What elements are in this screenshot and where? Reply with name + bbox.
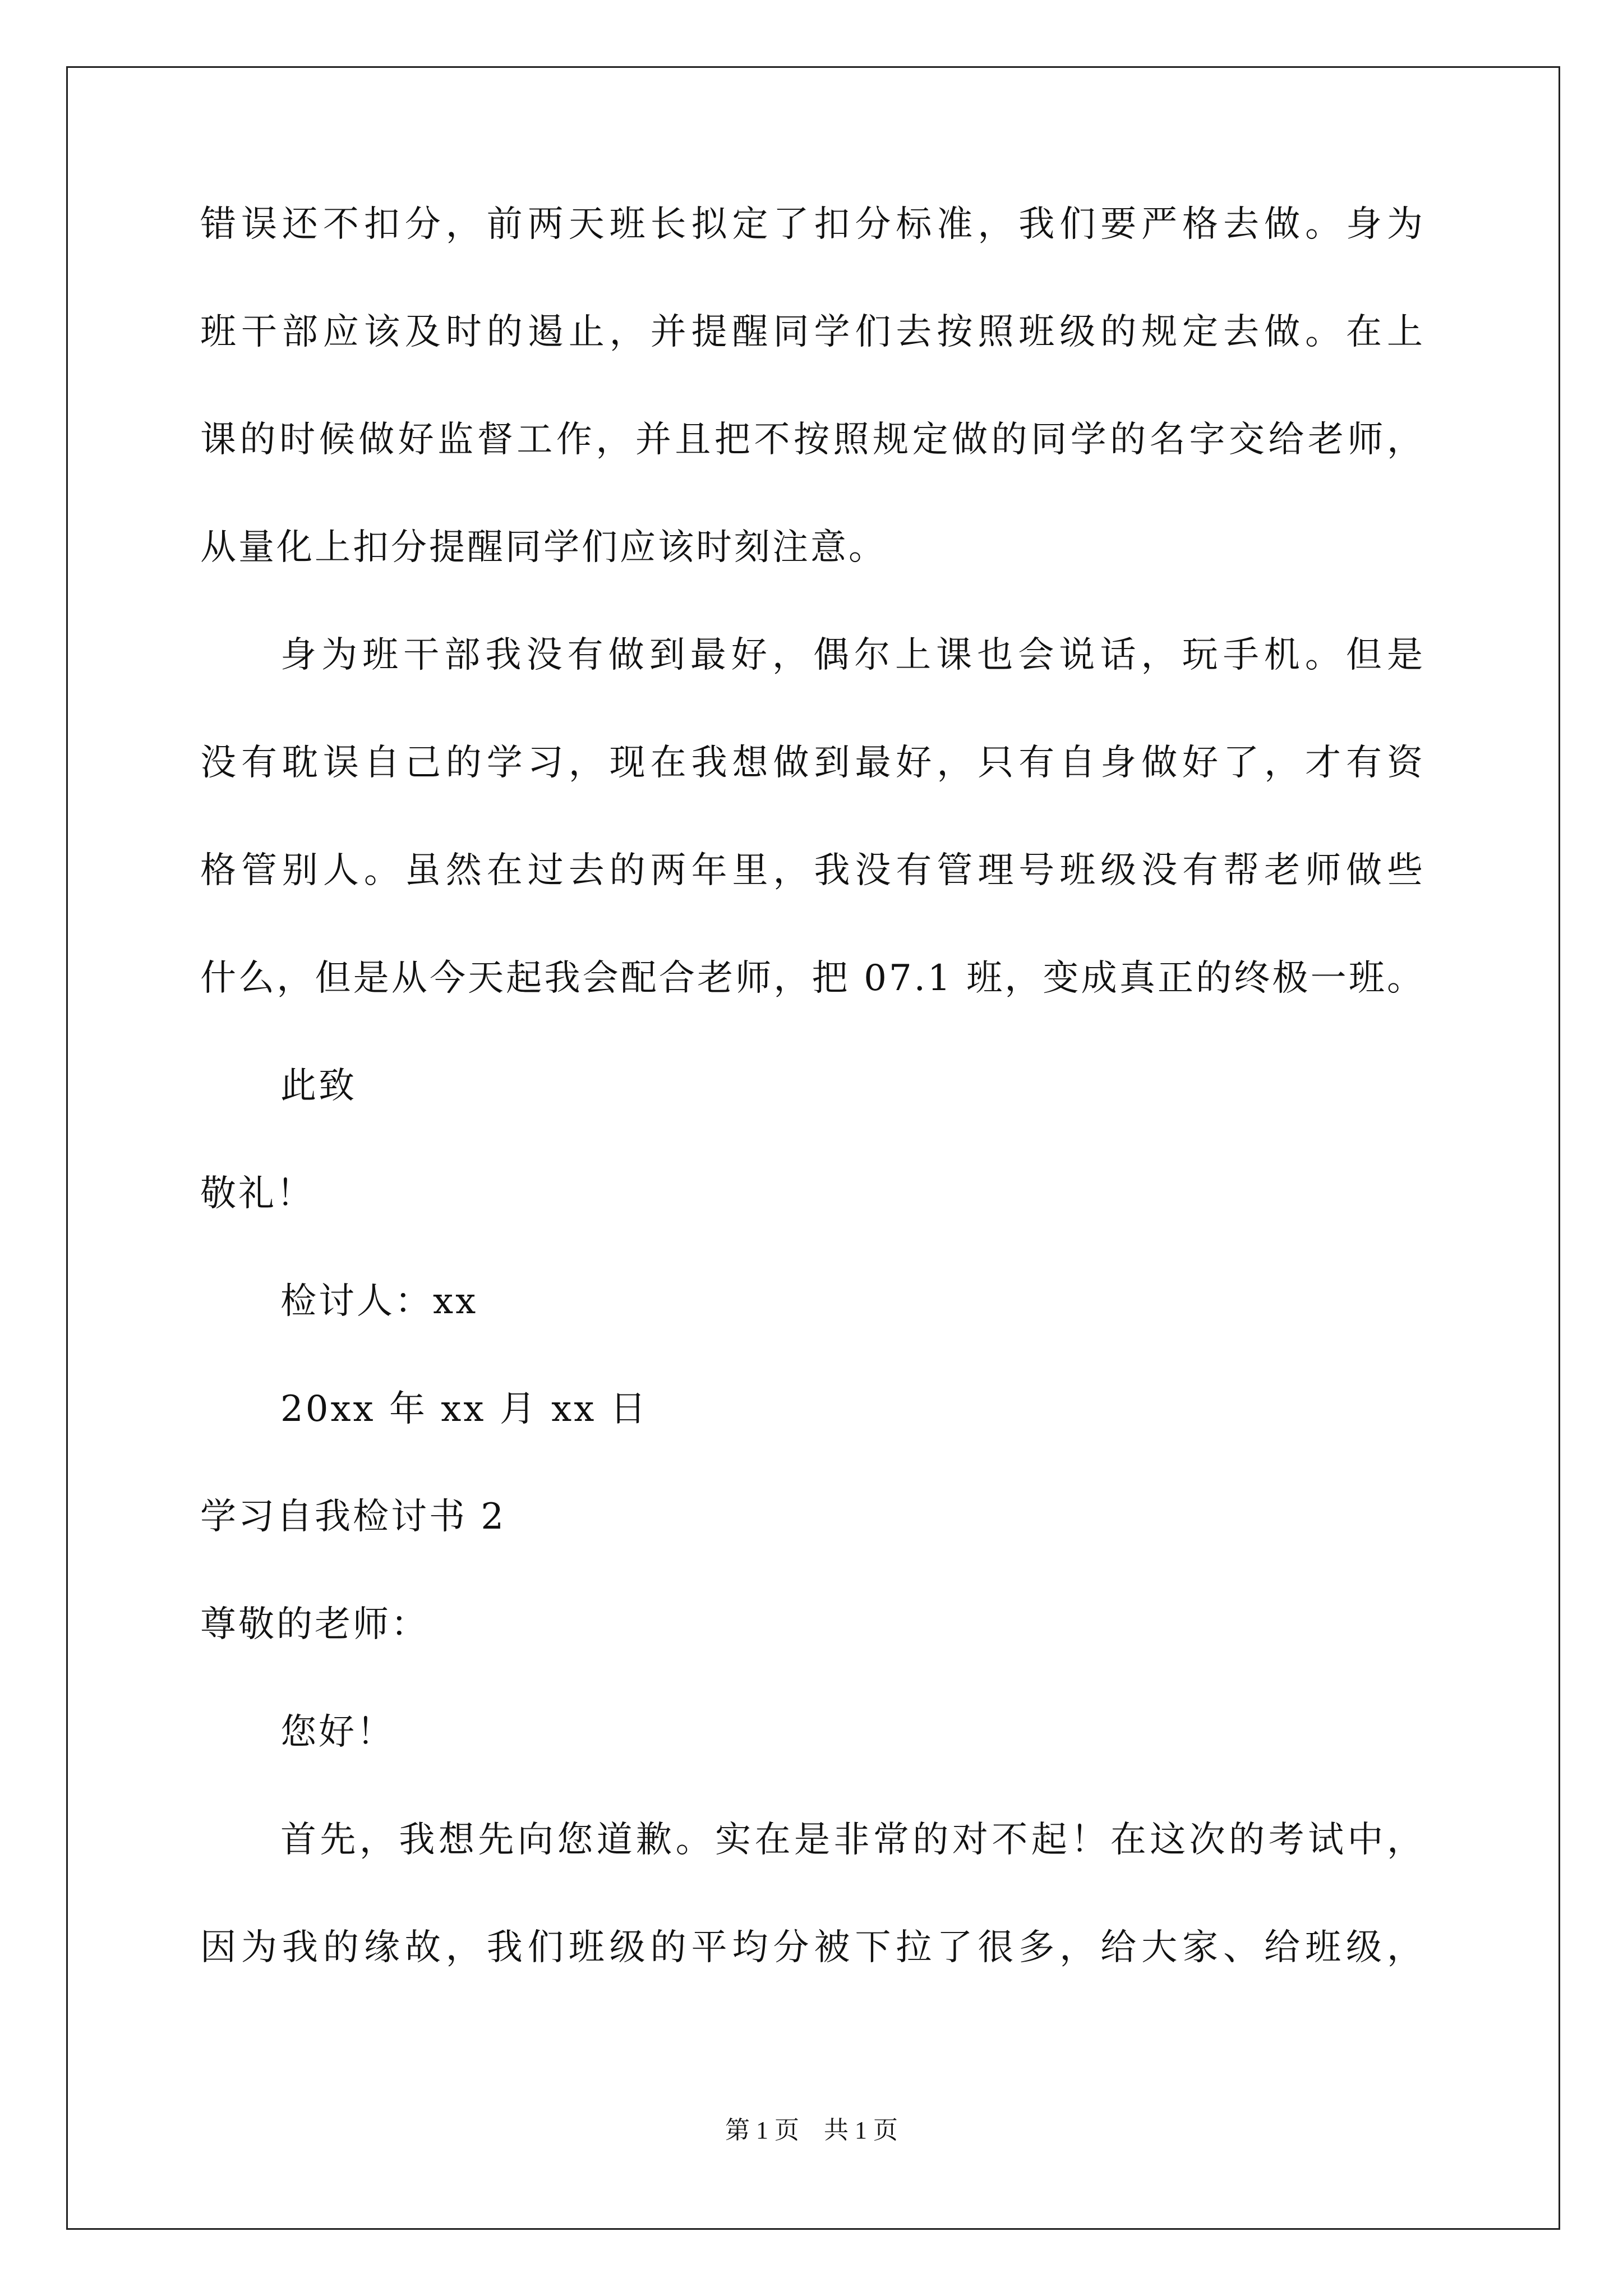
text-line: 格管别人。虽然在过去的两年里，我没有管理号班级没有帮老师做些 <box>200 850 1425 891</box>
letter-salutation: 您好！ <box>280 1711 395 1753</box>
signature-name: 检讨人：xx <box>280 1281 478 1322</box>
signature-date: 20xx 年 xx 月 xx 日 <box>280 1388 648 1430</box>
page-number-footer: 第 1 页 共 1 页 <box>725 2116 898 2144</box>
text-line: 没有耽误自己的学习，现在我想做到最好，只有自身做好了，才有资 <box>200 742 1425 784</box>
letter-greeting: 尊敬的老师： <box>200 1604 429 1645</box>
section-title: 学习自我检讨书 2 <box>200 1496 506 1538</box>
page-border <box>66 66 1560 2230</box>
paragraph-first-line: 身为班干部我没有做到最好，偶尔上课也会说话，玩手机。但是 <box>280 634 1425 676</box>
text-line: 错误还不扣分，前两天班长拟定了扣分标准，我们要严格去做。身为 <box>200 204 1425 245</box>
text-line: 课的时候做好监督工作，并且把不按照规定做的同学的名字交给老师， <box>200 419 1425 461</box>
text-line: 班干部应该及时的遏止，并提醒同学们去按照班级的规定去做。在上 <box>200 311 1425 353</box>
closing-salutation: 此致 <box>280 1065 357 1107</box>
text-line: 从量化上扣分提醒同学们应该时刻注意。 <box>200 527 887 568</box>
closing-regards: 敬礼！ <box>200 1173 315 1214</box>
text-line: 因为我的缘故，我们班级的平均分被下拉了很多，给大家、给班级， <box>200 1927 1425 1968</box>
paragraph-first-line: 首先，我想先向您道歉。实在是非常的对不起！在这次的考试中， <box>280 1819 1425 1861</box>
text-line: 什么，但是从今天起我会配合老师，把 07.1 班，变成真正的终极一班。 <box>200 958 1425 999</box>
